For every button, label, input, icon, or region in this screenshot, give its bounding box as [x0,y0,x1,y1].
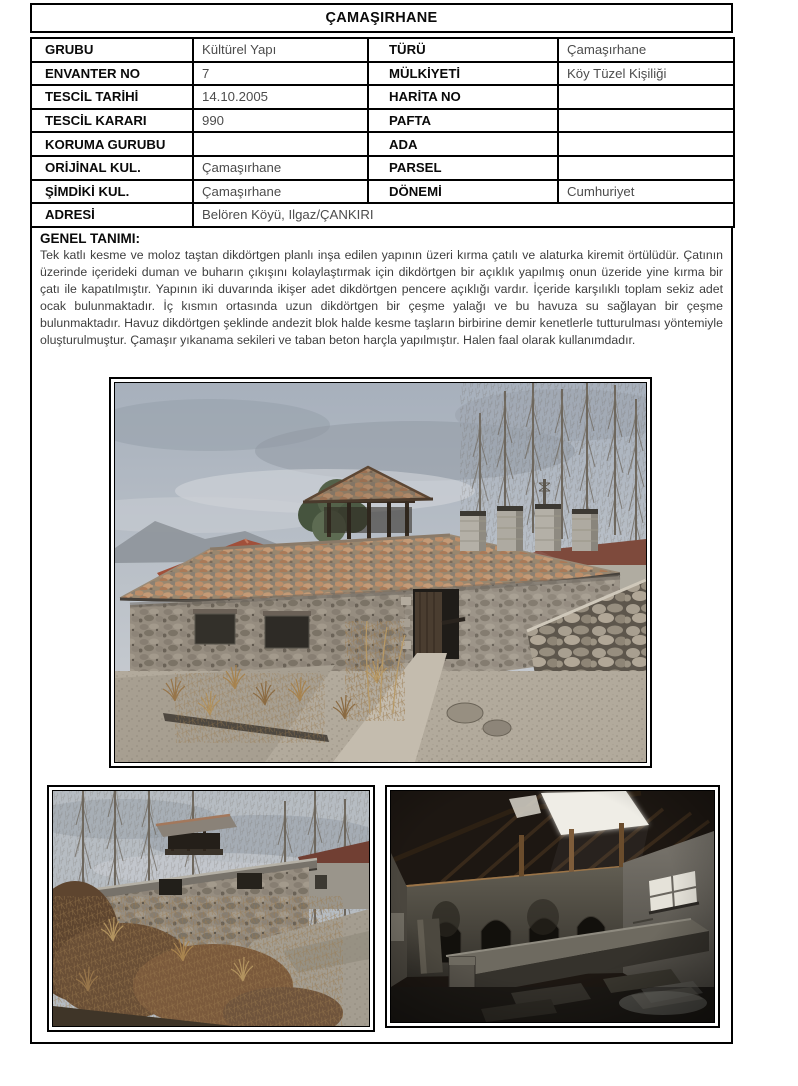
field-label: TESCİL TARİHİ [31,85,193,109]
field-label: ENVANTER NO [31,62,193,86]
description-text: Tek katlı kesme ve moloz taştan dikdörtgen planlı inşa edilen yapının üzeri kırma çatılı ve alaturka kiremit örtülüdür. Çatının üzerinde içerideki duman ve buharın çıkışını kolaylaştırmak için dikdörtgen bir açıklık yapılmış onun üzeride yine kırma bir çatı ile kapatılmıştır. Yapının iki duvarında ikişer adet dikdörtgen pencere açıklığı vardır. İçeride karşılıklı toplam sekiz adet ocak bulunmaktadır. İç kısmın ortasında uzun dikdörtgen bir çeşme yalağı ve bu havuza su sağlayan bir çeşme bulunmaktadır. Havuz dikdörtgen şeklinde andezit blok halde kesme taşların birbirine demir kenetlerle tutturulması yöntemiyle oluşturulmuştur. Çamaşır yıkanama sekileri ve taban beton harçla yapılmıştır. Halen faal olarak kullanımdadır. [40,247,723,347]
field-label: DÖNEMİ [368,180,558,204]
field-value [558,156,734,180]
photo-main-exterior [109,377,652,768]
field-label: HARİTA NO [368,85,558,109]
field-value [558,85,734,109]
table-row [31,85,734,109]
photo-right-inner-border [390,790,715,1023]
field-value: Kültürel Yapı [193,38,368,62]
photo-left-inner-border [52,790,370,1027]
dry-bushes [53,881,343,1026]
wooden-door [413,589,465,659]
window [195,614,235,644]
table-row-address [31,203,734,227]
interior-photo [391,791,714,1022]
vignette [391,791,714,1022]
table-row [31,62,734,86]
page-title: ÇAMAŞIRHANE [30,3,733,33]
field-label: KORUMA GURUBU [31,132,193,156]
field-label: PAFTA [368,109,558,133]
photo-right-interior [385,785,720,1028]
field-value: 990 [193,109,368,133]
field-value: Belören Köyü, Ilgaz/ÇANKIRI [193,203,734,227]
window [265,616,309,648]
field-value [558,132,734,156]
exterior-front-photo [115,383,646,762]
table-row [31,180,734,204]
photo-left-exterior [47,785,375,1032]
field-value: Çamaşırhane [558,38,734,62]
table-row [31,132,734,156]
photo-gallery [30,368,733,1044]
field-label: TESCİL KARARI [31,109,193,133]
field-value: Çamaşırhane [193,156,368,180]
description-section [30,226,733,370]
field-label: ADA [368,132,558,156]
document-sheet [30,3,733,1044]
field-label: MÜLKİYETİ [368,62,558,86]
table-row [31,156,734,180]
description-heading: GENEL TANIMI: [40,230,140,246]
field-value: Çamaşırhane [193,180,368,204]
field-value: Köy Tüzel Kişiliği [558,62,734,86]
field-label: GRUBU [31,38,193,62]
table-row [31,109,734,133]
field-label: ORİJİNAL KUL. [31,156,193,180]
field-label: TÜRÜ [368,38,558,62]
field-label: ŞİMDİKİ KUL. [31,180,193,204]
field-value: Cumhuriyet [558,180,734,204]
field-value [558,109,734,133]
exterior-side-photo [53,791,369,1026]
field-value: 7 [193,62,368,86]
table-row [31,38,734,62]
field-label: PARSEL [368,156,558,180]
field-label: ADRESİ [31,203,193,227]
field-value: 14.10.2005 [193,85,368,109]
photo-main-inner-border [114,382,647,763]
field-value [193,132,368,156]
info-table [30,37,735,228]
